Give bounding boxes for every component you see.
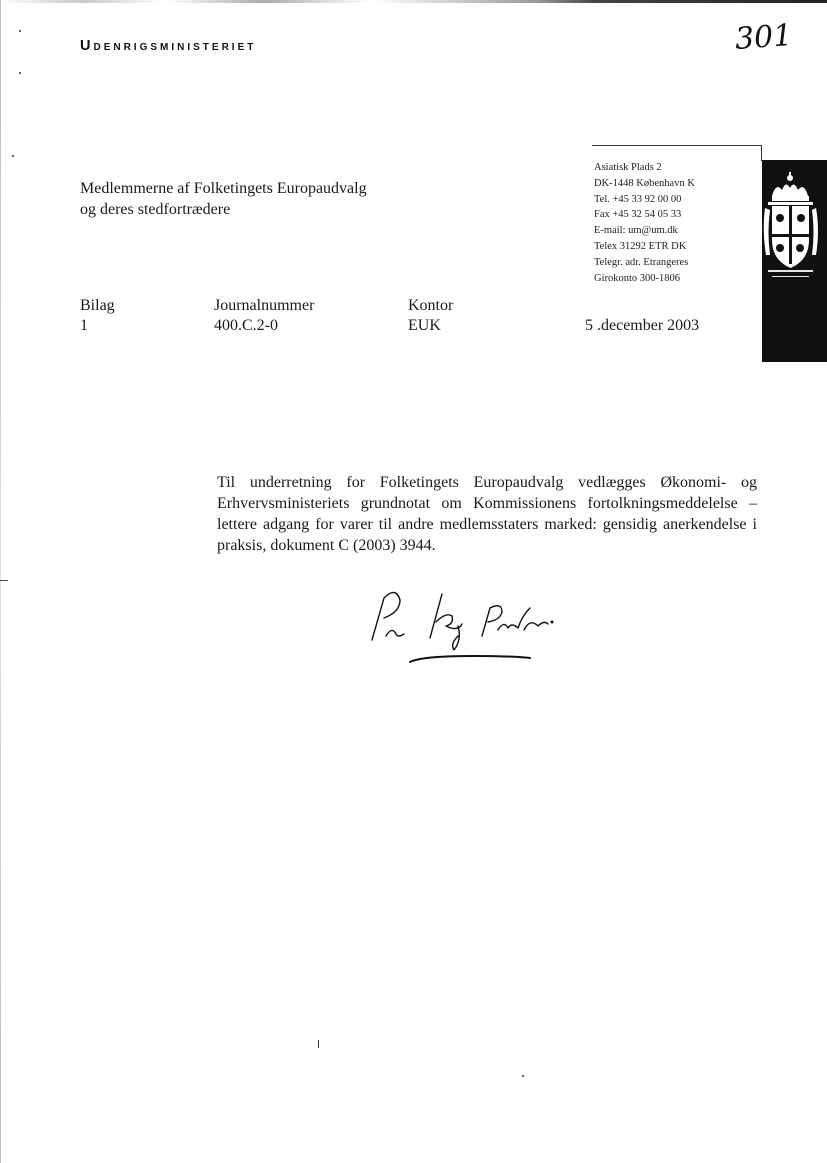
journal-value: 400.C.2-0 [214,317,278,334]
bilag-label: Bilag [80,297,115,314]
scan-speck [522,1075,524,1077]
handwritten-page-number: 301 [733,18,794,57]
scan-edge-top [0,0,827,3]
scan-edge-left [0,0,1,1163]
kontor-label: Kontor [408,297,454,314]
crest-icon [762,160,827,362]
recipient-line: Medlemmerne af Folketingets Europaudvalg [80,180,367,197]
bilag-value: 1 [80,317,88,334]
recipient-block [80,178,367,220]
body-paragraph: Til underretning for Folketingets Europaudvalg vedlægges Økonomi- og Erhvervsministeriets grundnotat om Kommissionens fortolkningsmeddelelse – lettere adgang for varer til andre medlemsstaters marked: gensidig anerkendelse i praksis, dokument C (2003) 3944. [217,474,757,554]
recipient-line: og deres stedfortrædere [80,201,231,218]
address-block [594,160,695,286]
royal-crest [762,160,827,362]
address-line: Telex 31292 ETR DK [594,240,687,252]
address-line: DK-1448 København K [594,177,695,189]
address-rule [592,145,762,146]
address-rule-tick [761,145,762,161]
scan-speck [318,1040,319,1048]
scan-speck [19,72,21,74]
address-line: Girokonto 300-1806 [594,272,681,284]
scan-speck [12,155,14,157]
address-line: Asiatisk Plads 2 [594,162,662,173]
scan-speck [19,30,21,32]
handwritten-signature [362,578,572,688]
address-line: Fax +45 32 54 05 33 [594,209,682,221]
kontor-value: EUK [408,317,441,334]
address-line: Telegr. adr. Etrangeres [594,256,689,268]
journal-label: Journalnummer [214,297,315,314]
signature-icon [362,578,572,688]
address-line: E-mail: um@um.dk [594,225,678,237]
address-line: Tel. +45 33 92 00 00 [594,193,682,205]
ministry-title: Udenrigsministeriet [80,38,257,54]
letter-date: 5 .december 2003 [585,317,700,334]
fold-mark [0,580,8,581]
